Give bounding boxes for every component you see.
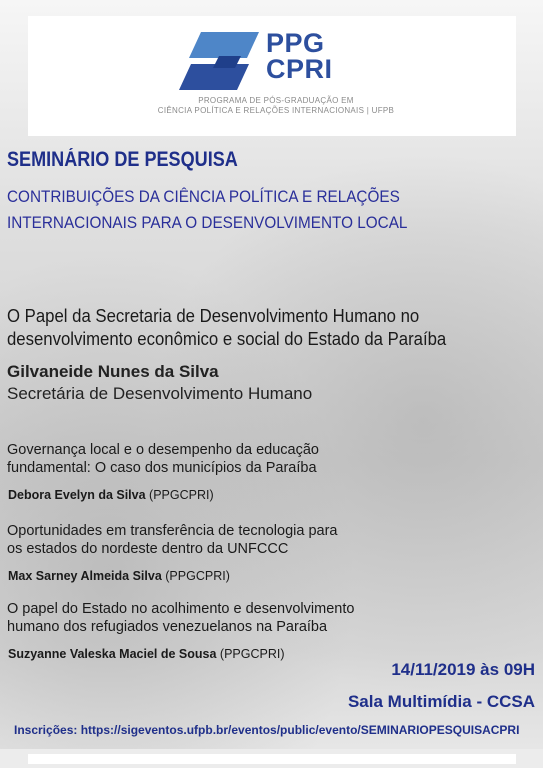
event-title: SEMINÁRIO DE PESQUISA bbox=[7, 148, 238, 171]
talk-author-name: Debora Evelyn da Silva bbox=[8, 488, 146, 502]
talk-author-program: (PPGCPRI) bbox=[219, 647, 285, 661]
talk-author bbox=[7, 487, 319, 503]
main-speaker-name: Gilvaneide Nunes da Silva bbox=[7, 362, 219, 381]
logo-text bbox=[266, 30, 333, 82]
talk-author-name: Max Sarney Almeida Silva bbox=[8, 569, 162, 583]
logo-line-ppg: PPG bbox=[266, 28, 325, 58]
main-talk-title-line2: desenvolvimento econômico e social do Estado da Paraíba bbox=[7, 329, 447, 349]
talk-title-line1: Governança local e o desempenho da educação bbox=[7, 442, 319, 458]
event-subtitle-line2: INTERNACIONAIS PARA O DESENVOLVIMENTO LOCAL bbox=[7, 213, 408, 232]
ppgcpri-logo-icon bbox=[179, 32, 259, 94]
logo-sub-line1: PROGRAMA DE PÓS-GRADUAÇÃO EM bbox=[198, 96, 354, 105]
main-talk-title bbox=[7, 305, 446, 351]
main-speaker bbox=[7, 361, 312, 405]
talk-title-line2: humano dos refugiados venezuelanos na Paraíba bbox=[7, 619, 328, 635]
bottom-band-inner bbox=[28, 754, 516, 764]
logo-sub-line2: CIÊNCIA POLÍTICA E RELAÇÕES INTERNACIONAIS | UFPB bbox=[157, 106, 395, 115]
header-logo-panel bbox=[28, 16, 516, 136]
event-subtitle-line1: CONTRIBUIÇÕES DA CIÊNCIA POLÍTICA E RELAÇÕES bbox=[7, 187, 400, 206]
talk-author-program: (PPGCPRI) bbox=[149, 488, 214, 502]
registration-link[interactable]: Inscrições: https://sigeventos.ufpb.br/eventos/public/evento/SEMINARIOPESQUISACPRI bbox=[14, 723, 520, 737]
talk-title-line2: fundamental: O caso dos municípios da Paraíba bbox=[7, 460, 317, 476]
logo-subtitle bbox=[146, 96, 406, 116]
event-date: 14/11/2019 às 09H bbox=[391, 660, 535, 679]
talk-author bbox=[7, 568, 337, 584]
talk-item bbox=[7, 522, 337, 584]
talk-title-line1: Oportunidades em transferência de tecnologia para bbox=[7, 523, 338, 539]
main-talk-title-line1: O Papel da Secretaria de Desenvolvimento Humano no bbox=[7, 306, 420, 326]
talk-title-line1: O papel do Estado no acolhimento e desenvolvimento bbox=[7, 601, 355, 617]
talk-item bbox=[7, 441, 319, 503]
bottom-band bbox=[0, 749, 543, 768]
talk-author-program: (PPGCPRI) bbox=[165, 569, 230, 583]
main-speaker-role: Secretária de Desenvolvimento Humano bbox=[7, 384, 313, 403]
talk-author bbox=[7, 646, 354, 662]
talk-author-name: Suzyanne Valeska Maciel de Sousa bbox=[8, 647, 217, 661]
event-subtitle bbox=[7, 184, 407, 236]
talk-title-line2: os estados do nordeste dentro da UNFCCC bbox=[7, 541, 289, 557]
talk-item bbox=[7, 600, 354, 662]
logo-line-cpri: CPRI bbox=[266, 54, 333, 84]
event-venue: Sala Multimídia - CCSA bbox=[347, 692, 535, 711]
